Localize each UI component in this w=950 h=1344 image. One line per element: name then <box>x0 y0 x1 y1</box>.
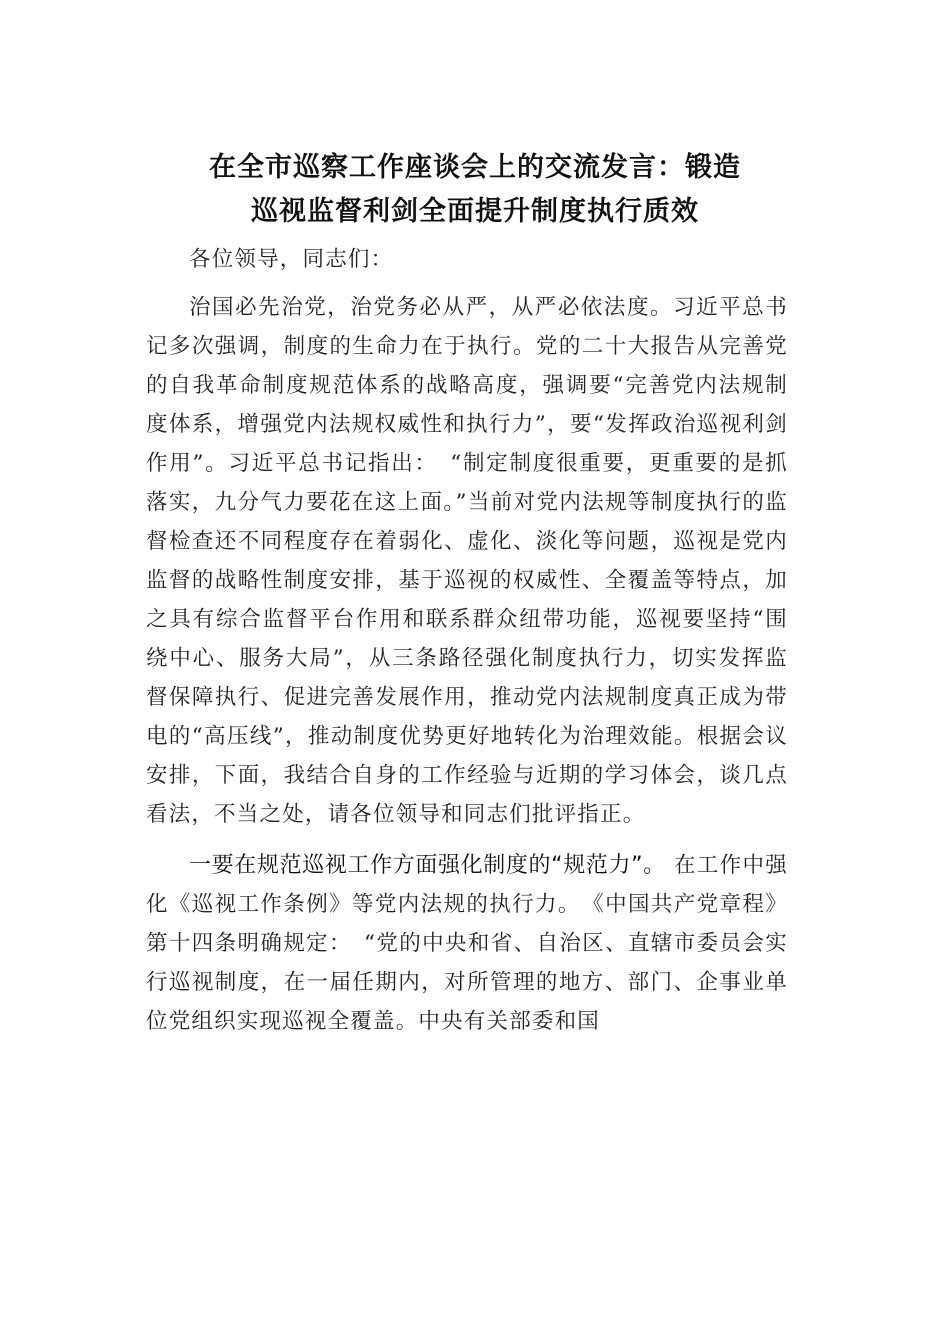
paragraph-1: 治国必先治党，治党务必从严，从严必依法度。习近平总书记多次强调，制度的生命力在于执行。党的二十大报告从完善党的自我革命制度规范体系的战略高度，强调要“完善党内法规制度体系，增强党内法规权威性和执行力”，要“发挥政治巡视利剑作用”。习近平总书记指出： “制定制度很重要，更重要的是抓落实，九分气力要花在这上面。”当前对党内法规等制度执行的监督检查还不同程度存在着弱化、虚化、淡化等问题，巡视是党内监督的战略性制度安排，基于巡视的权威性、全覆盖等特点，加之具有综合监督平台作用和联系群众纽带功能，巡视要坚持“围绕中心、服务大局”，从三条路径强化制度执行力，切实发挥监督保障执行、促进完善发展作用，推动党内法规制度真正成为带电的“高压线”，推动制度优势更好地转化为治理效能。根据会议安排，下面，我结合自身的工作经验与近期的学习体会，谈几点看法，不当之处，请各位领导和同志们批评指正。 <box>146 295 788 827</box>
title-line-2: 巡视监督利剑全面提升制度执行质效 <box>251 196 699 227</box>
title-line-1: 在全市巡察工作座谈会上的交流发言：锻造 <box>209 152 741 183</box>
paragraph-2 <box>146 846 788 1041</box>
salutation: 各位领导，同志们： <box>189 247 394 272</box>
document-title <box>130 146 820 234</box>
section-1-heading: 一要在规范巡视工作方面强化制度的“规范力”。 <box>189 853 666 878</box>
section-1-text: 在工作中强化《巡视工作条例》等党内法规的执行力。 《中国共产党章程》第十四条明确规定： “党的中央和省、自治区、直辖市委员会实行巡视制度，在一届任期内，对所管理的地方、部门、企事业单位党组织实现巡视全覆盖。中央有关部委和国 <box>146 853 788 1034</box>
document-body <box>146 240 788 1041</box>
